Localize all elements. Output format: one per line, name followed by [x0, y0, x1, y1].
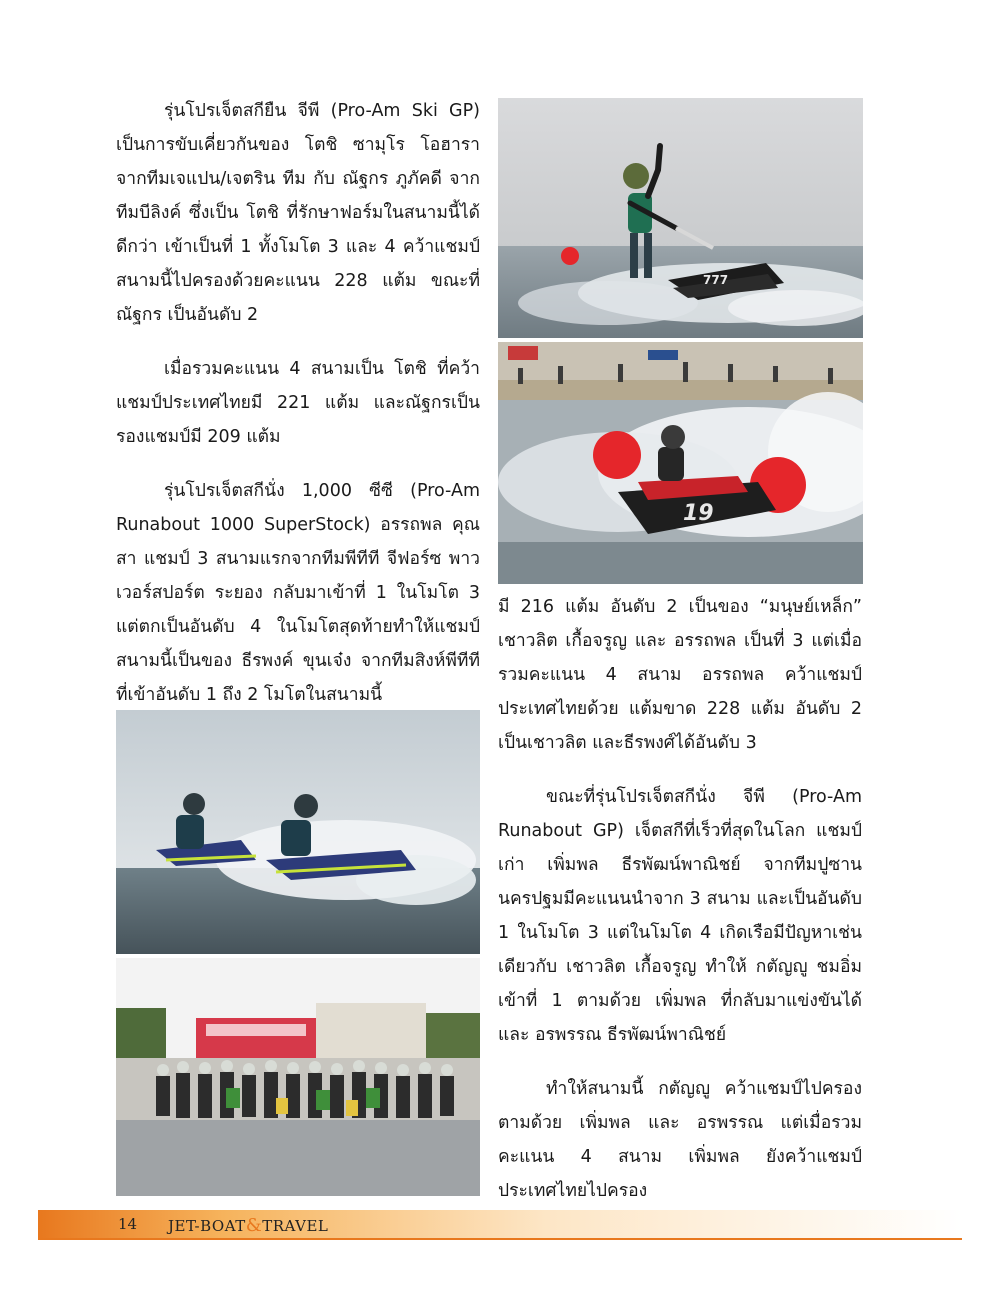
- article-right-column: [498, 590, 862, 1228]
- paragraph-ski-gp: รุ่นโปรเจ็ตสกียืน จีพี (Pro-Am Ski GP) เป็นการขับเคี่ยวกันของ โตชิ ซามุโร โอฮารา จากทีมเจแปน/เจตริน ทีม กับ ณัฐกร ภูภัคดี จากทีมบีลิงค์ ซึ่งเป็น โตชิ ที่รักษาฟอร์มในสนามนี้ได้ดีกว่า เข้าเป็นที่ 1 ทั้งโมโต 3 และ 4 คว้าแชมป์สนามนี้ไปครองด้วยคะแนน 228 แต้ม ขณะที่ ณัฐกร เป็นอันดับ 2: [116, 101, 480, 325]
- magazine-name-amp: &: [245, 1215, 263, 1236]
- jetski-number-text: 777: [703, 273, 729, 287]
- paragraph-runabout-gp: ขณะที่รุ่นโปรเจ็ตสกีนั่ง จีพี (Pro-Am Runabout GP) เจ็ตสกีที่เร็วที่สุดในโลก แชมป์เก่า เพิ่มพล ธีรพัฒน์พาณิชย์ จากทีมปูซาน นครปฐมมีคะแนนนำจาก 3 สนาม และเป็นอันดับ 1 ในโมโต 3 แต่ในโมโต 4 เกิดเรือมีปัญหาเช่นเดียวกับ เชาวลิต เกื้อจรูญ ทำให้ กตัญญู ชมอิ่ม เข้าที่ 1 ตามด้วย เพิ่มพล ที่กลับมาแข่งขันได้ และ อรพรรณ ธีรพัฒน์พาณิชย์: [498, 787, 862, 1045]
- page-number: 14: [118, 1215, 138, 1233]
- paragraph-runabout-1000: รุ่นโปรเจ็ตสกีนั่ง 1,000 ซีซี (Pro-Am Runabout 1000 SuperStock) อรรถพล คุณสา แชมป์ 3 สนามแรกจากทีมพีทีที จีฟอร์ซ พาวเวอร์สปอร์ต ระยอง กลับมาเข้าที่ 1 ในโมโต 3 แต่ตกเป็นอันดับ 4 ในโมโตสุดท้ายทำให้แชมป์สนามนี้เป็นของ ธีรพงค์ ขุนเจ๋ง จากทีมสิงห์พีทีที ที่เข้าอันดับ 1 ถึง 2 โมโตในสนามนี้: [116, 481, 480, 705]
- magazine-name-right: TRAVEL: [262, 1217, 329, 1235]
- runabout-number-text: 19: [683, 501, 714, 526]
- paragraph-runabout-gp-result: ทำให้สนามนี้ กตัญญู คว้าแชมป์ไปครอง ตามด้วย เพิ่มพล และ อรพรรณ แต่เมื่อรวมคะแนน 4 สนาม เพิ่มพล ยังคว้าแชมป์ประเทศไทยไปครอง: [498, 1079, 862, 1201]
- article-left-column: [116, 94, 480, 732]
- footer-rule: [38, 1238, 962, 1240]
- magazine-name-left: JET-BOAT: [168, 1217, 246, 1235]
- paragraph-runabout-1000-continued: มี 216 แต้ม อันดับ 2 เป็นของ “มนุษย์เหล็ก” เชาวลิต เกื้อจรูญ และ อรรถพล เป็นที่ 3 แต่เมื่อรวมคะแนน 4 สนาม อรรถพล คว้าแชมป์ประเทศไทยด้วย แต้มขาด 228 แต้ม อันดับ 2 เป็นเชาวลิต และธีรพงศ์ได้อันดับ 3: [498, 597, 862, 753]
- photo-group-ceremony: [116, 958, 480, 1196]
- magazine-name: [168, 1215, 328, 1236]
- paragraph-ski-gp-total: เมื่อรวมคะแนน 4 สนามเป็น โตชิ ที่คว้าแชมป์ประเทศไทยมี 221 แต้ม และณัฐกรเป็นรองแชมป์มี 209 แต้ม: [116, 359, 480, 447]
- photo-runabout-buoys: [498, 342, 863, 584]
- photo-two-riders: [116, 710, 480, 954]
- photo-standup-rider: [498, 98, 863, 338]
